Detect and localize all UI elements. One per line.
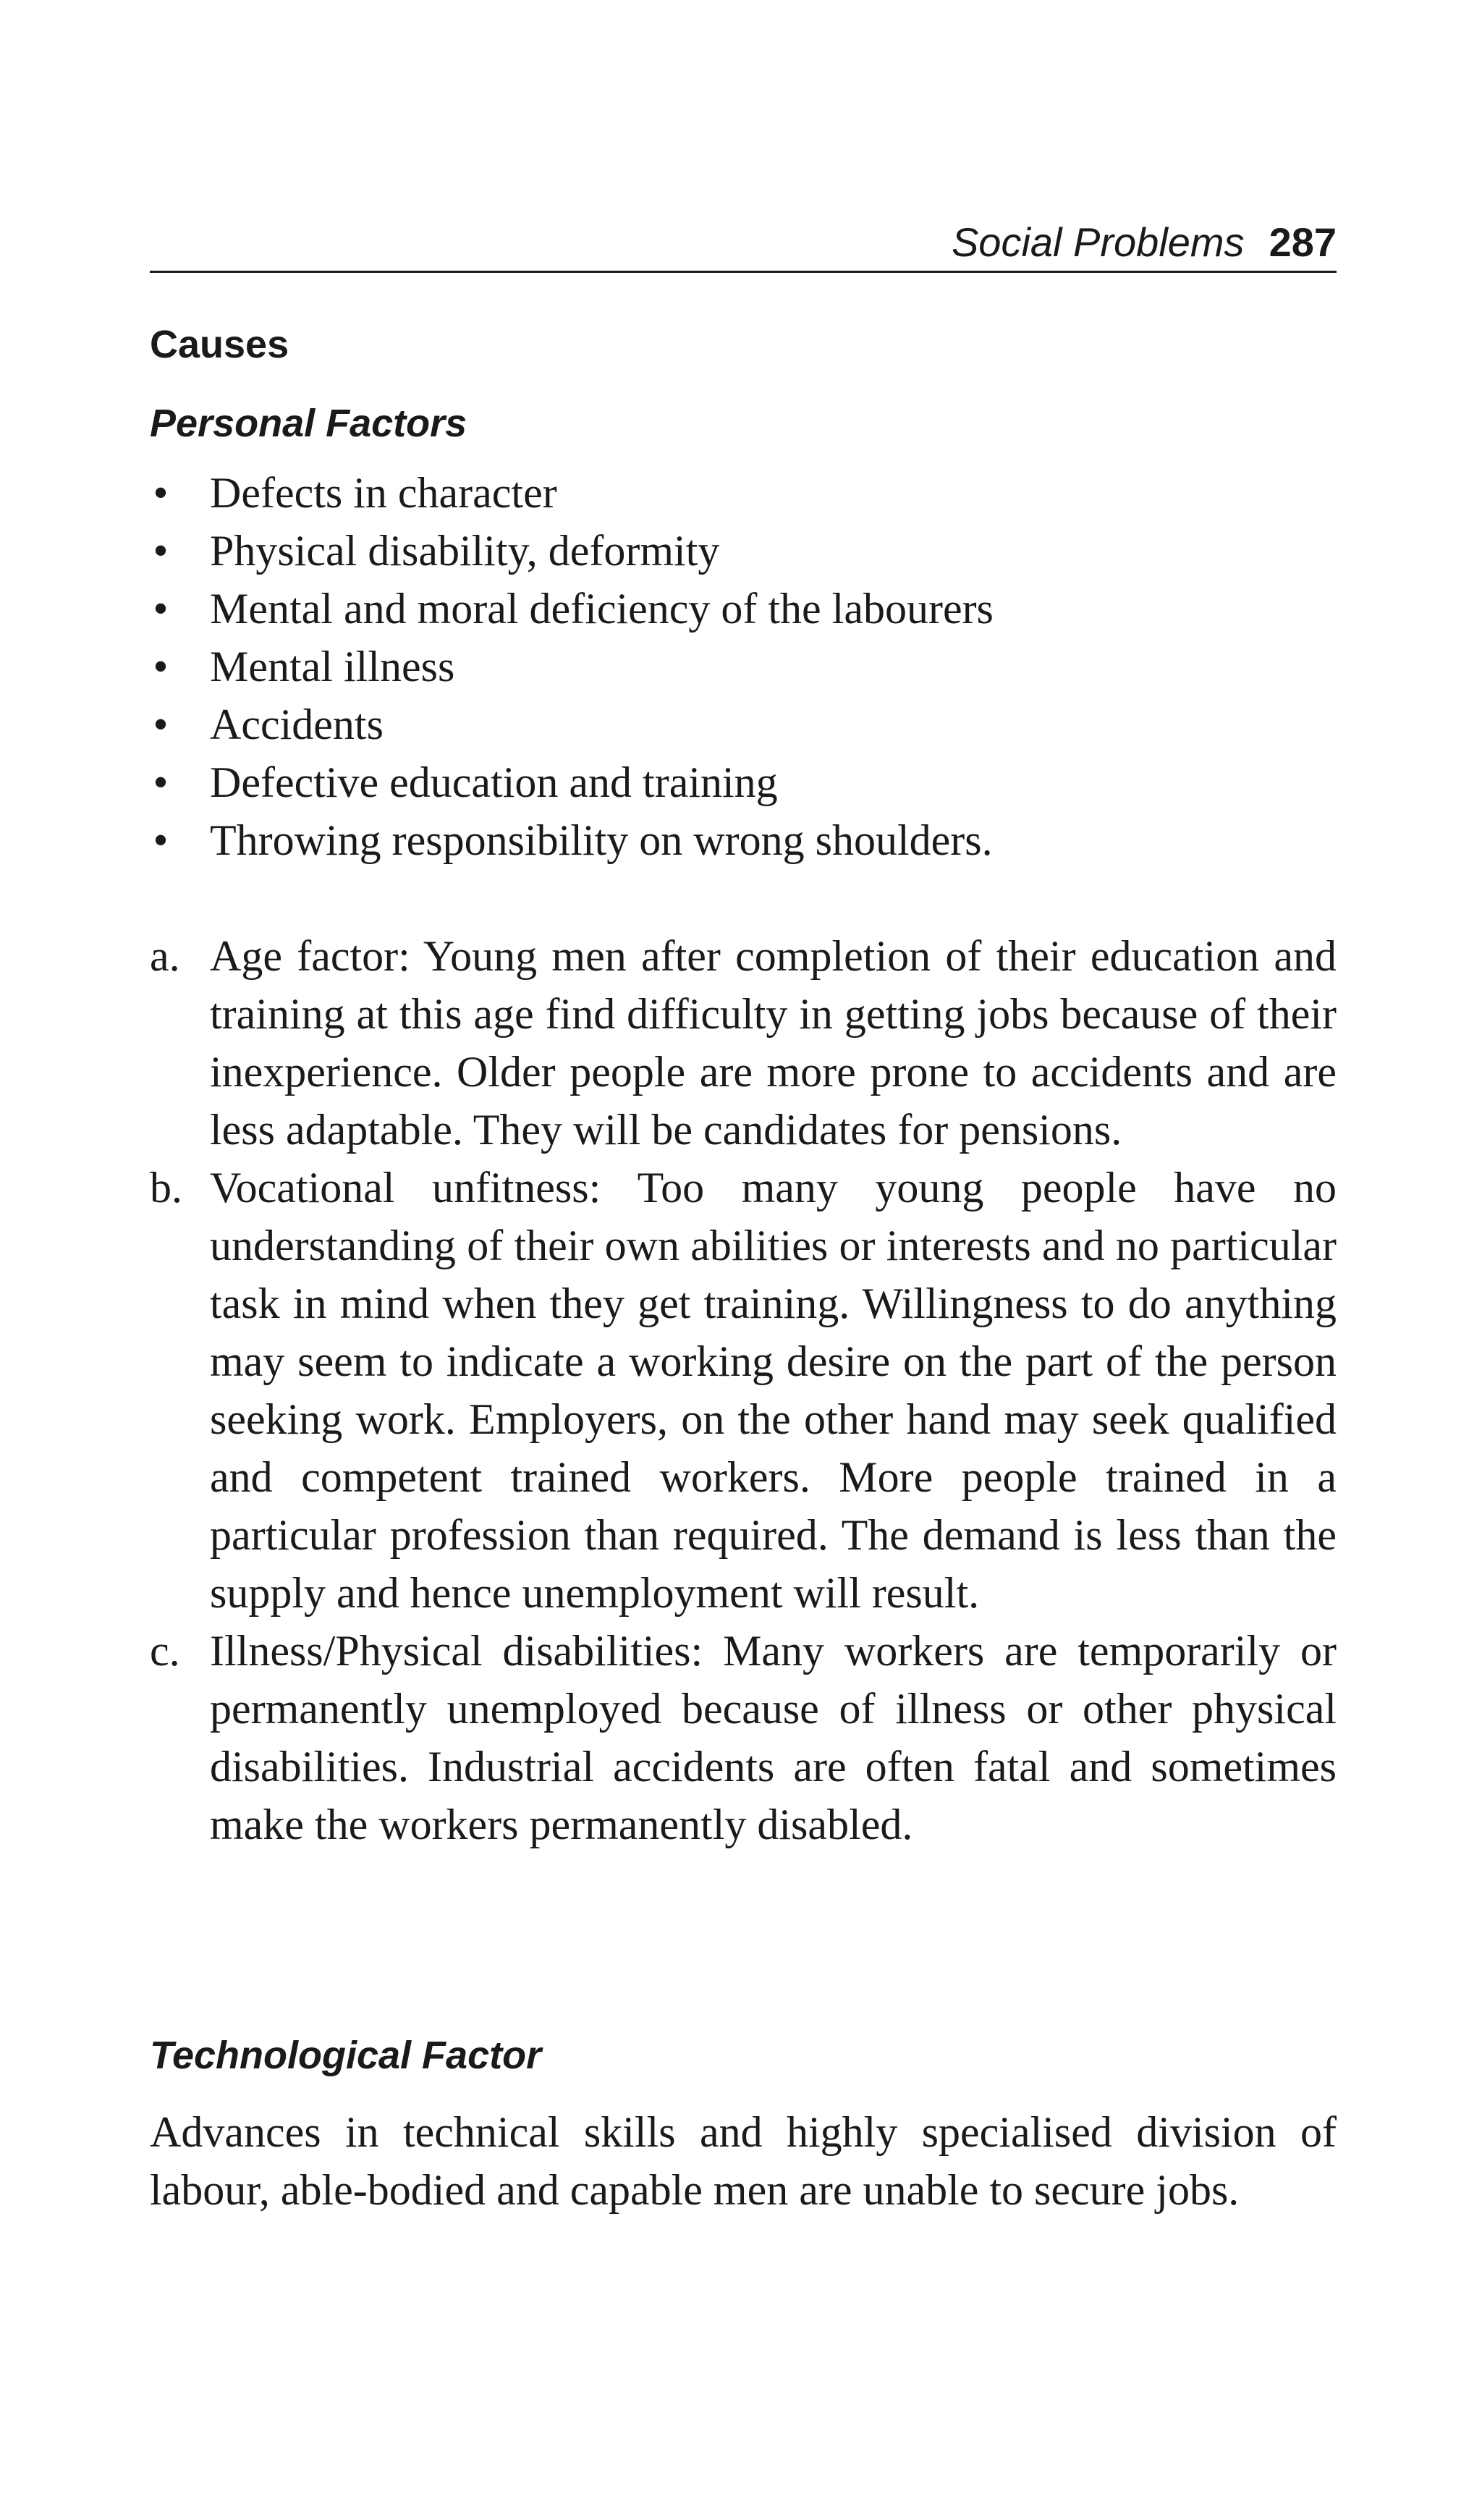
item-letter: c. bbox=[150, 1627, 180, 1675]
bullet-marker: • bbox=[153, 816, 169, 864]
bullet-marker: • bbox=[153, 758, 169, 806]
item-letter: a. bbox=[150, 932, 180, 980]
lettered-item-age-factor bbox=[150, 927, 1337, 1159]
technological-factor-heading: Technological Factor bbox=[150, 2034, 542, 2077]
running-head bbox=[150, 210, 1337, 275]
lettered-item-vocational-unfitness bbox=[150, 1159, 1337, 1622]
page-number: 287 bbox=[1269, 219, 1337, 265]
personal-factors-list bbox=[150, 464, 1337, 869]
list-item bbox=[150, 695, 1337, 753]
list-item bbox=[150, 811, 1337, 869]
list-item bbox=[150, 638, 1337, 695]
list-item bbox=[150, 753, 1337, 811]
bullet-marker: • bbox=[153, 643, 169, 690]
list-item-text: Accidents bbox=[210, 701, 384, 748]
running-head-section-title: Social Problems bbox=[951, 219, 1245, 265]
list-item-text: Mental illness bbox=[210, 643, 455, 690]
personal-factors-heading: Personal Factors bbox=[150, 402, 467, 445]
list-item bbox=[150, 464, 1337, 522]
list-item bbox=[150, 522, 1337, 580]
bullet-marker: • bbox=[153, 469, 169, 517]
header-rule bbox=[150, 271, 1337, 273]
list-item-text: Mental and moral deficiency of the labourers bbox=[210, 585, 994, 633]
item-text: Vocational unfitness: Too many young people have no understanding of their own abilities or interests and no particular task in mind when they get training. Willingness to do anything may seem to indicate a working desire on the part of the person seeking work. Employers, on the other hand may seek qualified and competent trained workers. More people trained in a particular profession than required. The demand is less than the supply and hence unemployment will result. bbox=[210, 1164, 1337, 1617]
item-text: Age factor: Young men after completion of their education and training at this age find difficulty in getting jobs because of their inexperience. Older people are more prone to accidents and are less adaptable. They will be candidates for pensions. bbox=[210, 932, 1337, 1154]
item-letter: b. bbox=[150, 1164, 182, 1212]
list-item-text: Physical disability, deformity bbox=[210, 527, 720, 575]
book-page bbox=[150, 0, 1337, 2520]
list-item-text: Defects in character bbox=[210, 469, 557, 517]
technological-factor-paragraph: Advances in technical skills and highly specialised division of labour, able-bodied and capable men are unable to secure jobs. bbox=[150, 2108, 1337, 2214]
bullet-marker: • bbox=[153, 527, 169, 575]
list-item bbox=[150, 580, 1337, 638]
bullet-marker: • bbox=[153, 585, 169, 633]
factor-details-list bbox=[150, 927, 1337, 1853]
causes-heading: Causes bbox=[150, 323, 289, 366]
bullet-marker: • bbox=[153, 701, 169, 748]
list-item-text: Throwing responsibility on wrong shoulders. bbox=[210, 816, 993, 864]
item-text: Illness/Physical disabilities: Many workers are temporarily or permanently unemployed because of illness or other physical disabilities. Industrial accidents are often fatal and sometimes make the workers permanently disabled. bbox=[210, 1627, 1337, 1848]
lettered-item-illness bbox=[150, 1622, 1337, 1853]
list-item-text: Defective education and training bbox=[210, 758, 778, 806]
